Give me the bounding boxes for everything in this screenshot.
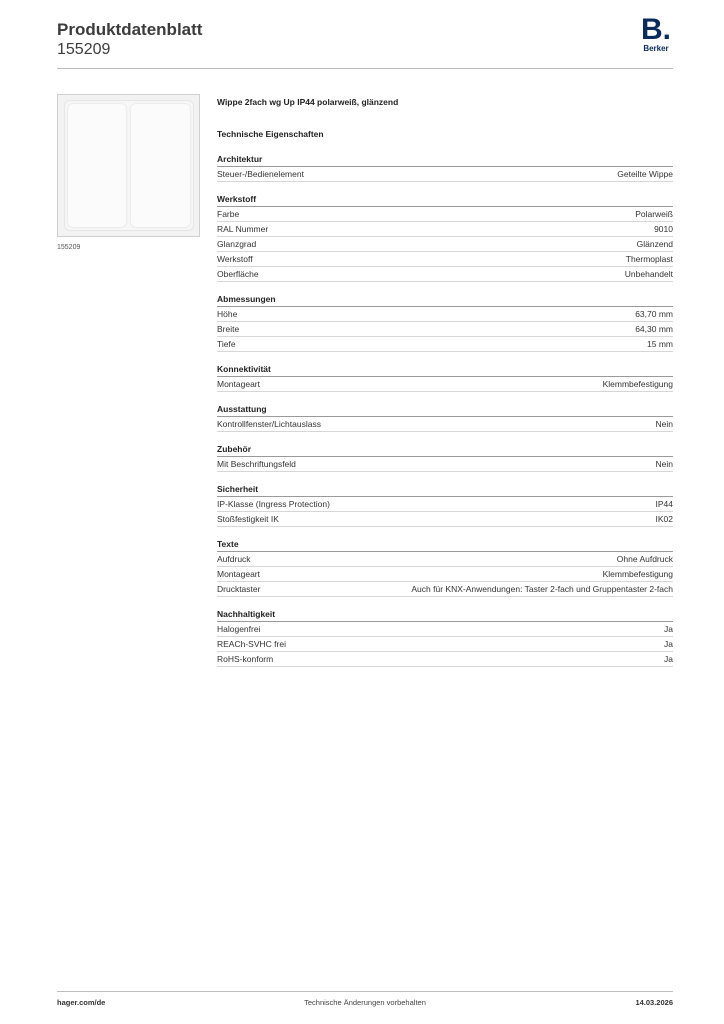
spec-section	[217, 443, 673, 472]
section-title: Sicherheit	[217, 483, 673, 497]
spec-value: Polarweiß	[635, 209, 673, 219]
spec-value: Nein	[655, 459, 673, 469]
spec-row	[217, 377, 673, 392]
spec-row	[217, 552, 673, 567]
spec-label: Halogenfrei	[217, 624, 261, 634]
footer-website: hager.com/de	[57, 998, 106, 1007]
spec-value: Klemmbefestigung	[602, 569, 673, 579]
spec-label: REACh-SVHC frei	[217, 639, 286, 649]
spec-label: Montageart	[217, 379, 260, 389]
spec-section	[217, 193, 673, 282]
spec-row	[217, 307, 673, 322]
spec-label: IP-Klasse (Ingress Protection)	[217, 499, 330, 509]
spec-section	[217, 153, 673, 182]
spec-content	[217, 96, 673, 667]
spec-value: Klemmbefestigung	[602, 379, 673, 389]
spec-row	[217, 457, 673, 472]
spec-value: 64,30 mm	[635, 324, 673, 334]
document-title: Produktdatenblatt	[57, 20, 203, 39]
spec-value: Ja	[664, 624, 673, 634]
document-header	[57, 13, 673, 70]
rocker-right	[131, 104, 190, 227]
spec-row	[217, 267, 673, 282]
section-title: Ausstattung	[217, 403, 673, 417]
spec-label: RoHS-konform	[217, 654, 274, 664]
spec-label: Glanzgrad	[217, 239, 257, 249]
section-title: Zubehör	[217, 443, 673, 457]
spec-label: Werkstoff	[217, 254, 253, 264]
document-number: 155209	[57, 41, 111, 58]
header-divider	[57, 68, 673, 69]
spec-label: Mit Beschriftungsfeld	[217, 459, 296, 469]
section-title: Texte	[217, 538, 673, 552]
footer-notice: Technische Änderungen vorbehalten	[304, 998, 426, 1007]
spec-label: Montageart	[217, 569, 260, 579]
spec-value: Ohne Aufdruck	[616, 554, 673, 564]
spec-subtitle: Technische Eigenschaften	[217, 129, 324, 139]
logo-text: Berker	[643, 44, 669, 53]
section-title: Nachhaltigkeit	[217, 608, 673, 622]
section-title: Architektur	[217, 153, 673, 167]
spec-row	[217, 622, 673, 637]
spec-label: Breite	[217, 324, 240, 334]
product-image	[57, 94, 200, 237]
spec-row	[217, 167, 673, 182]
spec-section	[217, 293, 673, 352]
spec-label: Stoßfestigkeit IK	[217, 514, 279, 524]
spec-section	[217, 483, 673, 527]
image-caption: 155209	[57, 244, 81, 251]
product-name: Wippe 2fach wg Up IP44 polarweiß, glänzend	[217, 97, 399, 107]
spec-label: Steuer-/Bedienelement	[217, 169, 304, 179]
spec-value: 9010	[654, 224, 673, 234]
spec-value: Unbehandelt	[624, 269, 673, 279]
switch-plate	[64, 100, 194, 231]
spec-label: Aufdruck	[217, 554, 251, 564]
spec-value: Thermoplast	[625, 254, 673, 264]
section-title: Konnektivität	[217, 363, 673, 377]
spec-row	[217, 417, 673, 432]
spec-value: Ja	[664, 639, 673, 649]
section-title: Werkstoff	[217, 193, 673, 207]
spec-label: Höhe	[217, 309, 238, 319]
spec-section	[217, 538, 673, 597]
spec-row	[217, 222, 673, 237]
spec-row	[217, 207, 673, 222]
spec-section	[217, 403, 673, 432]
spec-value: Auch für KNX-Anwendungen: Taster 2-fach und Gruppentaster 2-fach	[411, 584, 673, 594]
spec-row	[217, 237, 673, 252]
footer-date: 14.03.2026	[635, 998, 673, 1007]
logo-letter: B.	[641, 13, 671, 46]
spec-value: Glänzend	[636, 239, 673, 249]
spec-row	[217, 652, 673, 667]
spec-row	[217, 497, 673, 512]
spec-section	[217, 363, 673, 392]
spec-section	[217, 608, 673, 667]
spec-row	[217, 252, 673, 267]
spec-row	[217, 337, 673, 352]
spec-label: Tiefe	[217, 339, 236, 349]
spec-value: 15 mm	[647, 339, 673, 349]
spec-label: Farbe	[217, 209, 240, 219]
section-title: Abmessungen	[217, 293, 673, 307]
spec-label: RAL Nummer	[217, 224, 269, 234]
rocker-left	[68, 104, 126, 227]
footer-divider	[57, 991, 673, 992]
spec-label: Oberfläche	[217, 269, 259, 279]
spec-value: Nein	[655, 419, 673, 429]
spec-value: Ja	[664, 654, 673, 664]
spec-row	[217, 512, 673, 527]
spec-sections	[217, 153, 673, 667]
spec-value: Geteilte Wippe	[617, 169, 673, 179]
spec-value: IP44	[655, 499, 673, 509]
spec-row	[217, 582, 673, 597]
spec-value: IK02	[655, 514, 673, 524]
spec-row	[217, 322, 673, 337]
spec-row	[217, 567, 673, 582]
berker-logo	[639, 13, 673, 53]
spec-value: 63,70 mm	[635, 309, 673, 319]
spec-label: Drucktaster	[217, 584, 261, 594]
spec-label: Kontrollfenster/Lichtauslass	[217, 419, 321, 429]
spec-row	[217, 637, 673, 652]
